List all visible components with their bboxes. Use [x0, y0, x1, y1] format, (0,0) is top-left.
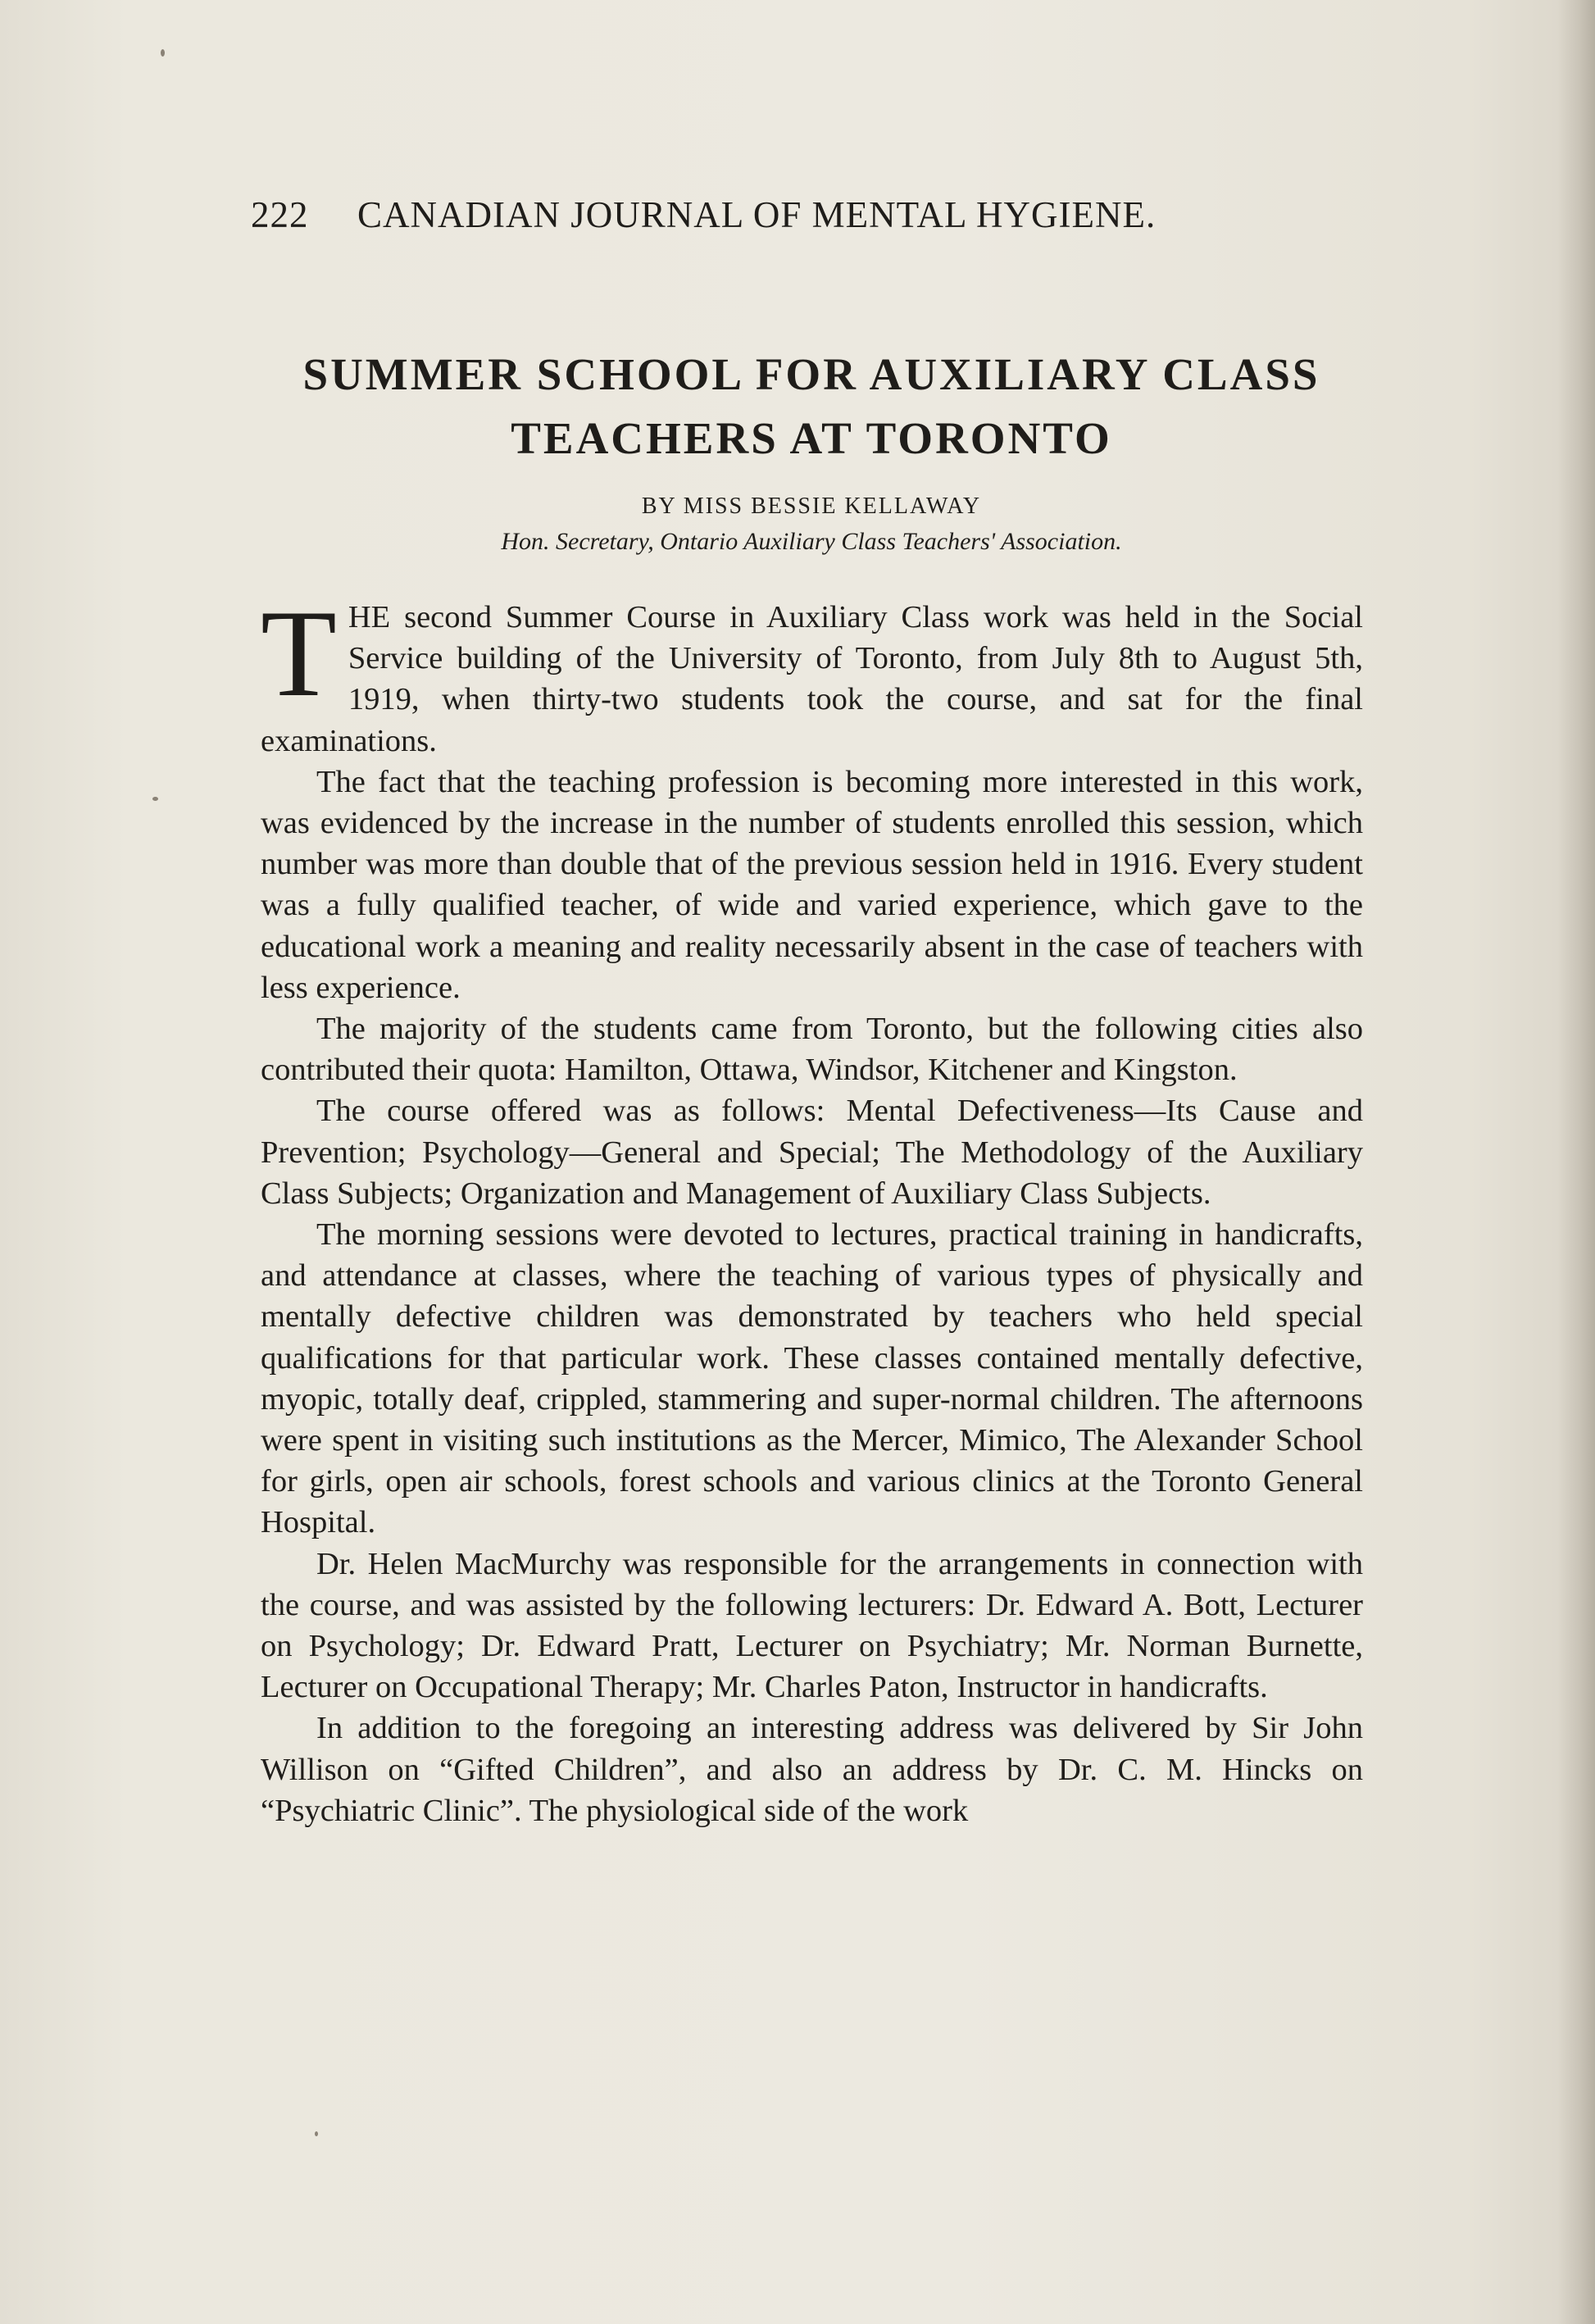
paper-speck	[161, 49, 165, 57]
article-body	[261, 584, 1363, 1831]
paragraph: The majority of the students came from Toronto, but the following cities also contributed their quota: Hamilton, Ottawa, Windsor, Kitchener and Kingston.	[261, 1012, 1363, 1088]
paragraph: In addition to the foregoing an interesting address was delivered by Sir John Willison on “Gifted Children”, and also an address by Dr. C. M. Hincks on “Psychiatric Clinic”. The physiological side of the work	[261, 1711, 1363, 1828]
paragraph: The fact that the teaching profession is becoming more interested in this work, was evidenced by the increase in the number of students enrolled this session, which number was more than double that of the previous session held in 1916. Every student was a fully qualified teacher, of wide and varied experience, which gave to the educational work a meaning and reality necessarily absent in the case of teachers with less experience.	[261, 764, 1363, 1005]
running-header	[251, 193, 1234, 243]
paper-speck	[152, 797, 158, 801]
article-title-line-1: SUMMER SCHOOL FOR AUXILIARY CLASS	[302, 349, 1320, 399]
paper-speck	[315, 2131, 318, 2136]
author-affiliation: Hon. Secretary, Ontario Auxiliary Class Teachers' Association.	[501, 528, 1122, 555]
paragraph: The morning sessions were devoted to lectures, practical training in handicrafts, and attendance at classes, where the teaching of various types of physically and mentally defective children was demonstrated by teachers who held special qualifications for that particular work. These classes contained mentally defective, myopic, totally deaf, crippled, stammering and super-normal children. The afternoons were spent in visiting such institutions as the Mercer, Mimico, The Alexander School for girls, open air schools, forest schools and various clinics at the Toronto General Hospital.	[261, 1217, 1363, 1540]
paragraph-text: HE second Summer Course in Auxiliary Class work was held in the Social Service building of the University of Toronto, from July 8th to August 5th, 1919, when thirty-two students took the course, and sat for the final examinations.	[261, 600, 1363, 758]
journal-title: CANADIAN JOURNAL OF MENTAL HYGIENE.	[357, 194, 1156, 235]
article-title-line-2: TEACHERS AT TORONTO	[511, 413, 1112, 463]
author-byline: BY MISS BESSIE KELLAWAY	[641, 493, 982, 519]
paragraph: Dr. Helen MacMurchy was responsible for the arrangements in connection with the course, and was assisted by the following lecturers: Dr. Edward A. Bott, Lecturer on Psychology; Dr. Edward Pratt, Lecturer on Psychiatry; Mr. Norman Burnette, Lecturer on Occupational Therapy; Mr. Charles Paton, Instructor in handicrafts.	[261, 1546, 1363, 1705]
page-number: 222	[251, 194, 309, 235]
article-title	[246, 343, 1377, 471]
paragraph	[261, 584, 1363, 762]
drop-cap: T	[261, 584, 337, 722]
paragraph: The course offered was as follows: Mental Defectiveness—Its Cause and Prevention; Psychology—General and Special; The Methodology of the Auxiliary Class Subjects; Organization and Management of Auxiliary Class Subjects.	[261, 1094, 1363, 1211]
page-binding-shadow	[1557, 0, 1595, 2324]
